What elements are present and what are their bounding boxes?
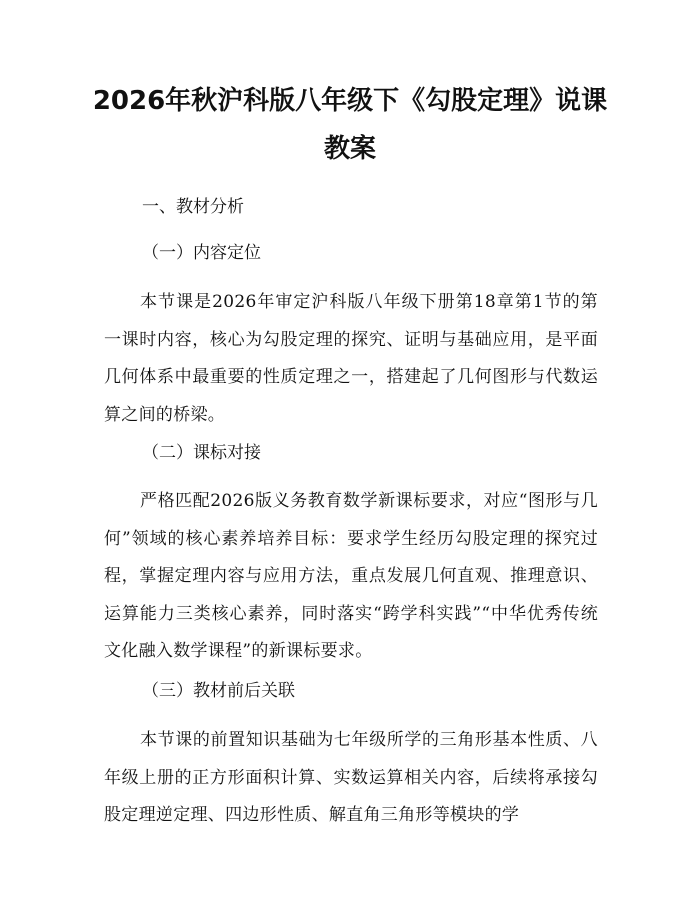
subheading-content-positioning: （一）内容定位 [142,243,261,263]
subheading-textbook-connections: （三）教材前后关联 [142,681,295,701]
paragraph-textbook-connections: 本节课的前置知识基础为七年级所学的三角形基本性质、八年级上册的正方形面积计算、实数运算相关内容，后续将承接勾股定理逆定理、四边形性质、解直角三角形等模块的学 [104,730,598,826]
paragraph-curriculum-alignment: 严格匹配2026版义务教育数学新课标要求，对应“图形与几何”领域的核心素养培养目标：要求学生经历勾股定理的探究过程，掌握定理内容与应用方法，重点发展几何直观、推理意识、运算能力三类核心素养，同时落实“跨学科实践”“中华优秀传统文化融入数学课程”的新课标要求。 [104,491,598,662]
document-title-line-2: 教案 [323,134,376,164]
section-heading-textbook-analysis: 一、教材分析 [142,197,244,217]
paragraph-content-positioning: 本节课是2026年审定沪科版八年级下册第18章第1节的第一课时内容，核心为勾股定理的探究、证明与基础应用，是平面几何体系中最重要的性质定理之一，搭建起了几何图形与代数运算之间的桥梁。 [104,292,598,425]
subheading-curriculum-alignment: （二）课标对接 [142,443,261,463]
document-title-line-1: 2026年秋沪科版八年级下《勾股定理》说课 [92,86,608,116]
